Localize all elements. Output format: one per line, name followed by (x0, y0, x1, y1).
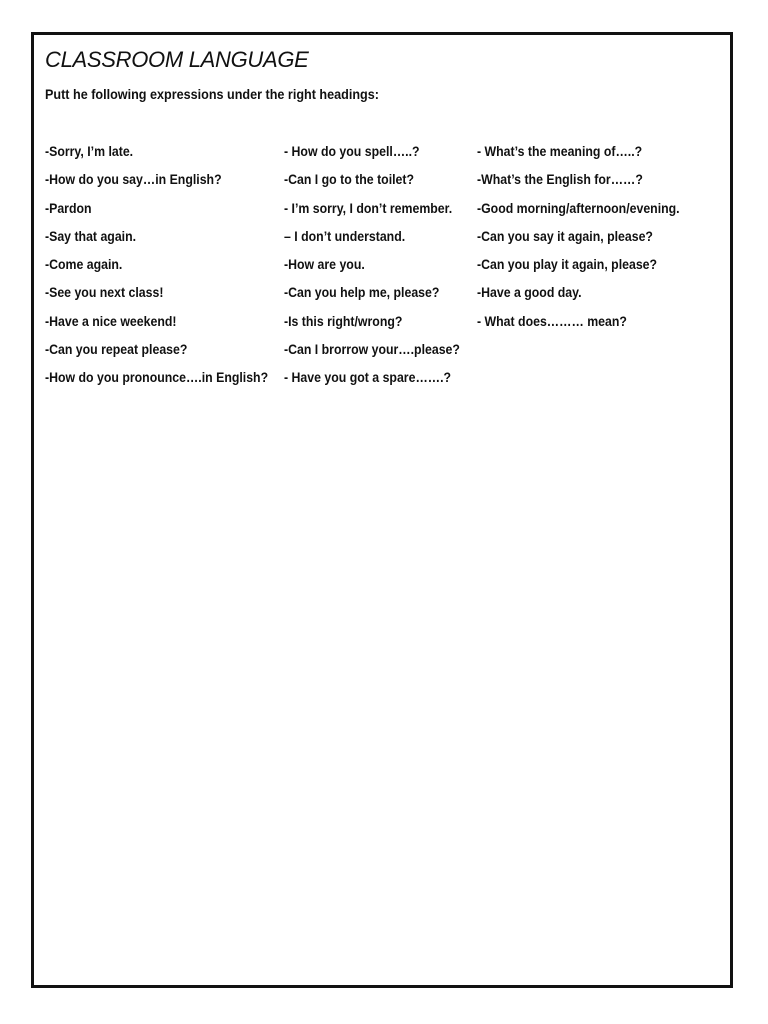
expression-item: -Can you repeat please? (45, 341, 188, 358)
instructions-text: Putt he following expressions under the right headings: (45, 86, 379, 102)
expression-item: -How do you pronounce….in English? (45, 369, 269, 386)
expression-item: -Can you play it again, please? (477, 256, 658, 273)
expression-item: – I don’t understand. (284, 227, 406, 244)
expression-item: -Pardon (45, 199, 92, 216)
expression-item: -Is this right/wrong? (284, 312, 403, 329)
expression-item: - Have you got a spare…….? (284, 369, 452, 386)
expression-item: -How are you. (284, 256, 365, 273)
expression-item: -Have a good day. (477, 284, 582, 301)
expression-item: -How do you say…in English? (45, 171, 222, 188)
expression-item: - What’s the meaning of…..? (477, 143, 643, 159)
expression-item: - I’m sorry, I don’t remember. (284, 199, 453, 216)
expression-item: -Say that again. (45, 227, 137, 244)
expression-item: -Have a nice weekend! (45, 312, 177, 329)
expression-item: -See you next class! (45, 284, 164, 301)
expression-item: -What’s the English for……? (477, 171, 643, 188)
expression-item: -Can you say it again, please? (477, 227, 653, 244)
expression-item: -Can I go to the toilet? (284, 171, 415, 188)
expression-item: -Come again. (45, 256, 123, 273)
expression-item: - How do you spell…..? (284, 143, 420, 159)
worksheet-title: CLASSROOM LANGUAGE (45, 47, 309, 72)
expression-item: -Can you help me, please? (284, 284, 440, 301)
expression-item: -Can I brorrow your….please? (284, 341, 460, 358)
expressions-column-2 (284, 142, 484, 397)
expression-item: -Good morning/afternoon/evening. (477, 199, 680, 216)
expressions-column-3 (477, 142, 707, 340)
expression-item: -Sorry, I’m late. (45, 143, 134, 159)
expression-item: - What does……… mean? (477, 312, 627, 329)
expressions-column-1 (45, 142, 299, 397)
